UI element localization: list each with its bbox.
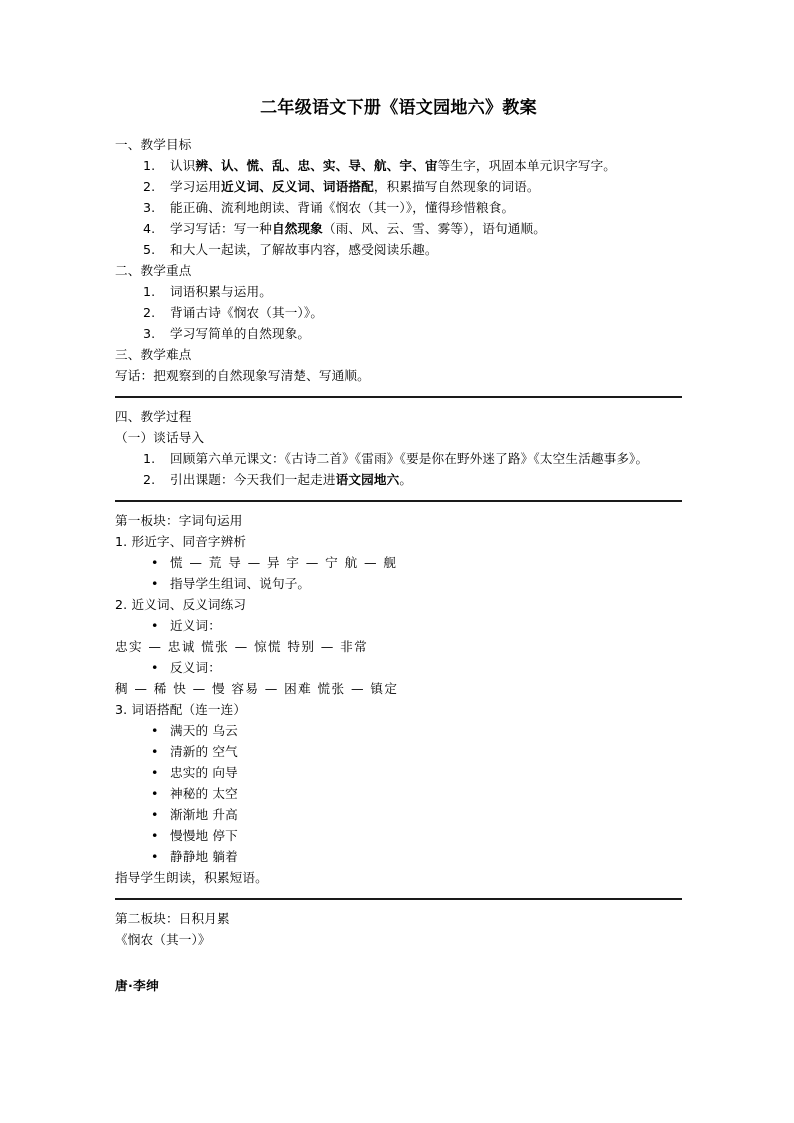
list-item — [115, 448, 682, 469]
character-pairs: 慌 — 荒 导 — 异 宇 — 宁 航 — 舰 — [170, 554, 398, 570]
list-item — [115, 783, 682, 804]
bullet-icon: • — [151, 575, 159, 591]
list-text-pre: 引出课题：今天我们一起走进 — [170, 471, 336, 487]
section-heading-process: 四、教学过程 — [115, 408, 192, 424]
list-item — [115, 155, 682, 176]
list-text-pre: 学习写话：写一种 — [170, 220, 272, 236]
list-text: 忠实的 向导 — [170, 764, 238, 780]
bullet-icon: • — [151, 743, 159, 759]
synonym-label: 近义词： — [170, 617, 221, 633]
list-marker: 1. — [143, 283, 156, 299]
list-item — [115, 197, 682, 218]
synonym-label-list — [115, 615, 682, 636]
list-marker: 2. — [143, 178, 156, 194]
list-marker: 3. — [143, 199, 156, 215]
collocation-list — [115, 720, 682, 867]
bullet-icon: • — [151, 827, 159, 843]
list-item — [115, 804, 682, 825]
section-divider — [115, 898, 682, 900]
list-item — [115, 741, 682, 762]
section-heading-difficulties: 三、教学难点 — [115, 346, 192, 362]
list-item — [115, 846, 682, 867]
list-text: 词语积累与运用。 — [170, 283, 272, 299]
list-text-bold: 语文园地六 — [335, 471, 400, 487]
list-marker: 1. — [143, 157, 156, 173]
list-item — [115, 302, 682, 323]
list-marker: 4. — [143, 220, 156, 236]
block-one-closing: 指导学生朗读，积累短语。 — [115, 869, 268, 885]
block-one-heading: 第一板块：字词句运用 — [115, 512, 243, 528]
antonym-label-list — [115, 657, 682, 678]
antonym-row: 稠 — 稀 快 — 慢 容易 — 困难 慌张 — 镇定 — [115, 680, 399, 696]
section-heading-key-points: 二、教学重点 — [115, 262, 192, 278]
list-item — [115, 720, 682, 741]
list-item — [115, 657, 682, 678]
list-text-post: （雨、风、云、雪、雾等），语句通顺。 — [322, 220, 547, 236]
section-divider — [115, 500, 682, 502]
list-text-pre: 认识 — [170, 157, 196, 173]
list-text-post: ，积累描写自然现象的词语。 — [373, 178, 540, 194]
block-two-heading: 第二板块：日积月累 — [115, 910, 230, 926]
list-text: 清新的 空气 — [170, 743, 238, 759]
section-heading-objectives: 一、教学目标 — [115, 136, 192, 152]
list-text: 渐渐地 升高 — [170, 806, 238, 822]
block-one-sub3-heading: 3. 词语搭配（连一连） — [115, 701, 247, 717]
difficulties-text: 写话：把观察到的自然现象写清楚、写通顺。 — [115, 367, 370, 383]
spacer — [115, 950, 682, 963]
list-item — [115, 281, 682, 302]
bullet-icon: • — [151, 785, 159, 801]
list-text-bold: 近义词、反义词、词语搭配 — [220, 178, 374, 194]
list-text: 静静地 躺着 — [170, 848, 238, 864]
similar-characters-list — [115, 552, 682, 594]
bullet-icon: • — [151, 806, 159, 822]
objectives-list — [115, 155, 682, 260]
list-text-bold: 自然现象 — [271, 220, 323, 236]
synonym-row: 忠实 — 忠诚 慌张 — 惊慌 特别 — 非常 — [115, 638, 369, 654]
list-marker: 2. — [143, 304, 156, 320]
list-text-bold: 辨、认、慌、乱、忠、实、导、航、宇、宙 — [195, 157, 438, 173]
list-item — [115, 218, 682, 239]
list-text-pre: 学习运用 — [170, 178, 221, 194]
list-text-pre: 能正确、流利地朗读、背诵《悯农（其一）》，懂得珍惜粮食。 — [170, 199, 515, 215]
list-text: 背诵古诗《悯农（其一）》。 — [170, 304, 324, 320]
section-divider — [115, 396, 682, 398]
list-text: 满天的 乌云 — [170, 722, 238, 738]
bullet-icon: • — [151, 617, 159, 633]
page-title: 二年级语文下册《语文园地六》教案 — [260, 98, 537, 118]
antonym-label: 反义词： — [170, 659, 221, 675]
bullet-icon: • — [151, 554, 159, 570]
list-text: 指导学生组词、说句子。 — [170, 575, 311, 591]
list-item — [115, 176, 682, 197]
block-one-sub1-heading: 1. 形近字、同音字辨析 — [115, 533, 247, 549]
list-text: 神秘的 太空 — [170, 785, 238, 801]
list-marker: 2. — [143, 471, 156, 487]
poem-author: 唐·李绅 — [115, 978, 160, 994]
list-text-pre: 和大人一起读，了解故事内容，感受阅读乐趣。 — [170, 241, 438, 257]
list-text-post: 。 — [399, 471, 413, 487]
list-marker: 5. — [143, 241, 156, 257]
process-subheading: （一）谈话导入 — [115, 429, 205, 445]
process-list — [115, 448, 682, 490]
list-text: 学习写简单的自然现象。 — [170, 325, 311, 341]
block-one-sub2-heading: 2. 近义词、反义词练习 — [115, 596, 247, 612]
list-item — [115, 573, 682, 594]
bullet-icon: • — [151, 659, 159, 675]
list-marker: 1. — [143, 450, 156, 466]
list-item — [115, 469, 682, 490]
list-text: 慢慢地 停下 — [170, 827, 238, 843]
poem-title: 《悯农（其一）》 — [115, 931, 211, 947]
bullet-icon: • — [151, 764, 159, 780]
bullet-icon: • — [151, 722, 159, 738]
key-points-list — [115, 281, 682, 344]
list-item — [115, 239, 682, 260]
list-text-post: 等生字，巩固本单元识字写字。 — [437, 157, 617, 173]
list-item — [115, 762, 682, 783]
bullet-icon: • — [151, 848, 159, 864]
list-item — [115, 323, 682, 344]
list-text-pre: 回顾第六单元课文：《古诗二首》《雷雨》《要是你在野外迷了路》《太空生活趣事多》。 — [170, 450, 649, 466]
list-item — [115, 825, 682, 846]
list-marker: 3. — [143, 325, 156, 341]
list-item — [115, 552, 682, 573]
list-item — [115, 615, 682, 636]
